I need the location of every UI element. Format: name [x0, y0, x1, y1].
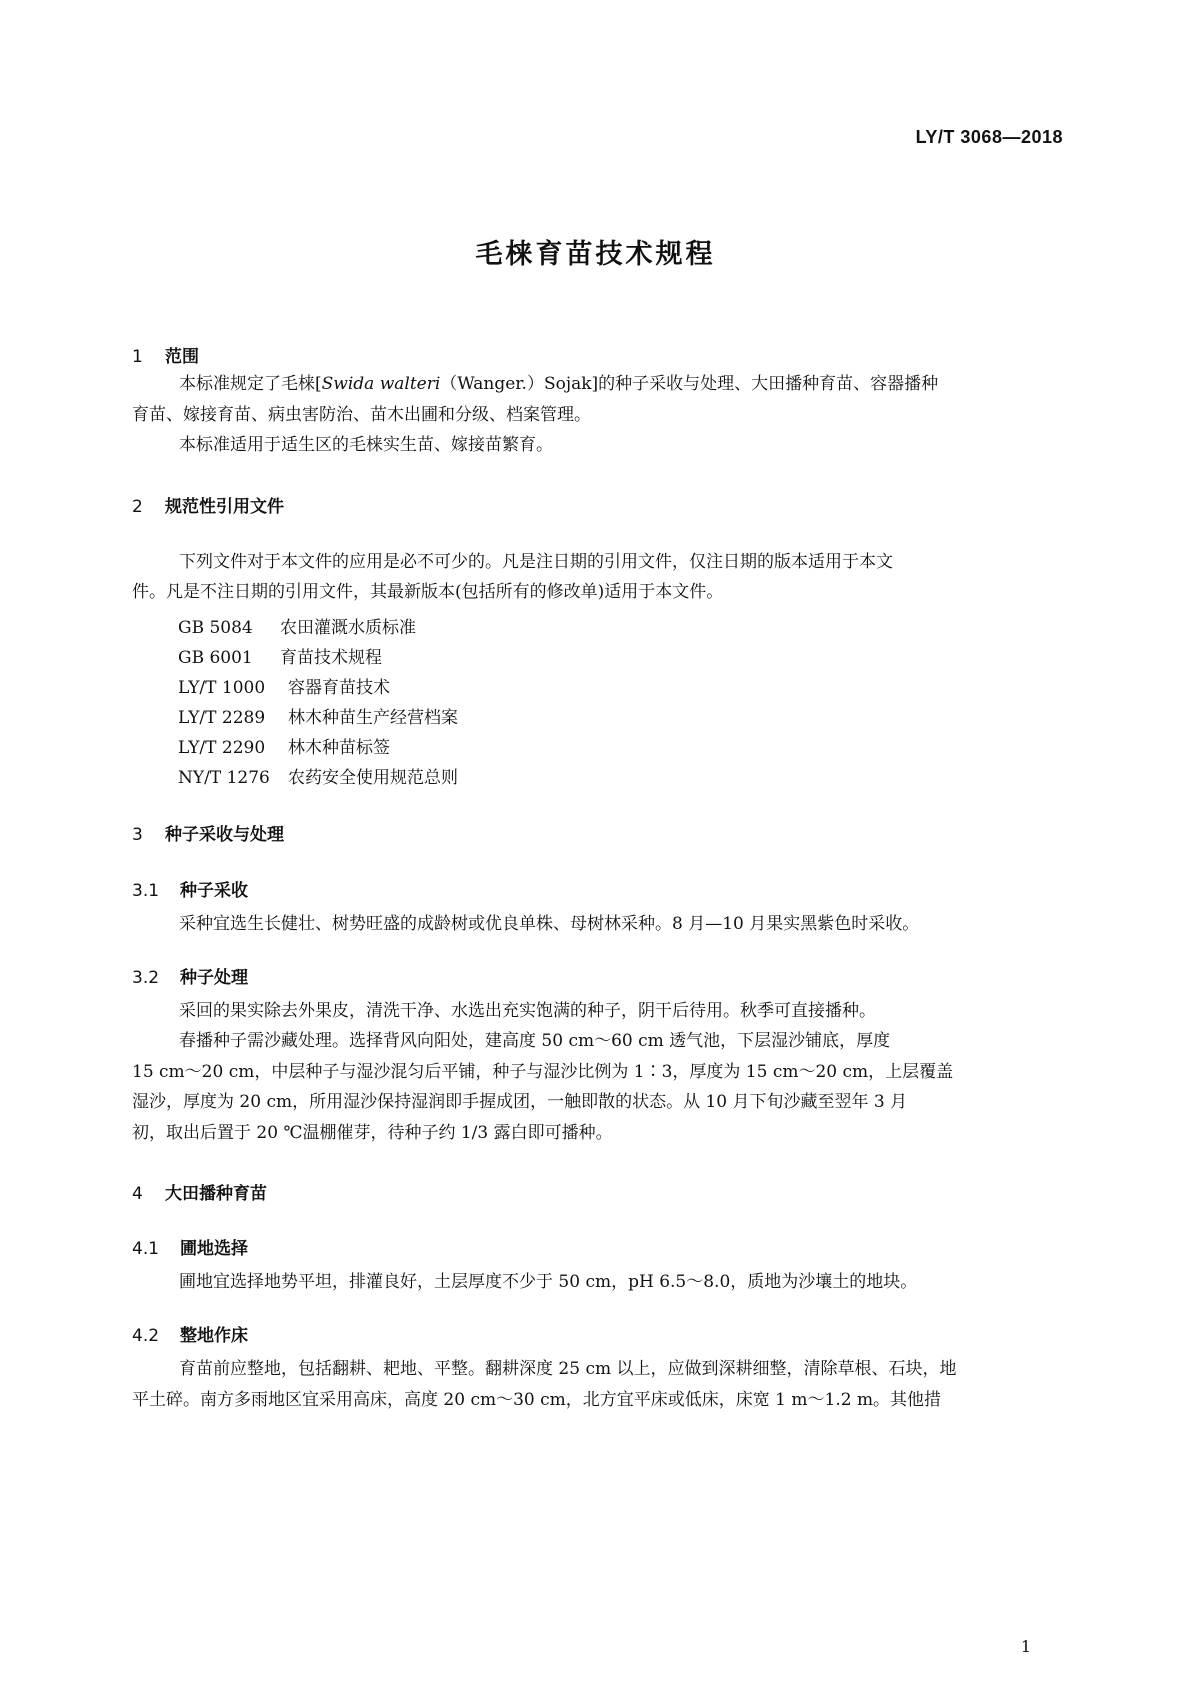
- section-2-para-1: 下列文件对于本文件的应用是必不可少的。凡是注日期的引用文件，仅注日期的版本适用于本文: [179, 552, 893, 572]
- section-3-2-para-1: 采回的果实除去外果皮，清洗干净、水选出充实饱满的种子，阴干后待用。秋季可直接播种。: [179, 1001, 876, 1021]
- reference-item: LY/T 2290 林木种苗标签: [178, 738, 390, 758]
- section-3-2-heading: 3.2 种子处理: [132, 968, 248, 988]
- section-4-2-heading: 4.2 整地作床: [132, 1326, 248, 1346]
- section-3-1-para: 采种宜选生长健壮、树势旺盛的成龄树或优良单株、母树林采种。8 月—10 月果实黑紫色时采收。: [179, 914, 920, 934]
- section-2-heading: 2 规范性引用文件: [132, 497, 284, 517]
- section-2-para-1-line-2: 件。凡是不注日期的引用文件，其最新版本(包括所有的修改单)适用于本文件。: [132, 582, 724, 602]
- section-3-1-heading: 3.1 种子采收: [132, 881, 248, 901]
- section-4-1-para: 圃地宜选择地势平坦，排灌良好，土层厚度不少于 50 cm，pH 6.5～8.0，质地为沙壤土的地块。: [179, 1272, 918, 1292]
- page-number: 1: [1020, 1637, 1031, 1656]
- section-3-heading: 3 种子采收与处理: [132, 825, 284, 845]
- reference-item: NY/T 1276 农药安全使用规范总则: [178, 768, 458, 788]
- section-4-2-para-line-2: 平土碎。南方多雨地区宜采用高床，高度 20 cm～30 cm，北方宜平床或低床，床宽 1 m～1.2 m。其他措: [132, 1390, 942, 1410]
- section-4-2-para: 育苗前应整地，包括翻耕、耙地、平整。翻耕深度 25 cm 以上，应做到深耕细整，清除草根、石块，地: [179, 1359, 957, 1379]
- section-1-para-1: 本标准规定了毛梾[Swida walteri（Wanger.）Sojak]的种子采收与处理、大田播种育苗、容器播种: [179, 374, 939, 394]
- document-title: 毛梾育苗技术规程: [475, 239, 716, 270]
- reference-item: LY/T 1000 容器育苗技术: [178, 678, 390, 698]
- section-3-2-para-2-line-2: 15 cm～20 cm，中层种子与湿沙混匀后平铺，种子与湿沙比例为 1∶3，厚度为 15 cm～20 cm，上层覆盖: [132, 1062, 954, 1082]
- section-4-1-heading: 4.1 圃地选择: [132, 1239, 248, 1259]
- standard-code: LY/T 3068—2018: [915, 127, 1063, 147]
- section-1-heading: 1 范围: [132, 347, 199, 367]
- section-3-2-para-2: 春播种子需沙藏处理。选择背风向阳处，建高度 50 cm～60 cm 透气池，下层湿沙铺底，厚度: [179, 1031, 891, 1051]
- section-3-2-para-2-line-3: 湿沙，厚度为 20 cm，所用湿沙保持湿润即手握成团，一触即散的状态。从 10 月下旬沙藏至翌年 3 月: [132, 1092, 908, 1112]
- reference-item: GB 5084 农田灌溉水质标准: [178, 618, 416, 638]
- section-4-heading: 4 大田播种育苗: [132, 1184, 267, 1204]
- reference-item: GB 6001 育苗技术规程: [178, 648, 382, 668]
- section-1-para-2: 本标准适用于适生区的毛梾实生苗、嫁接苗繁育。: [179, 435, 553, 455]
- section-1-para-1-line-2: 育苗、嫁接育苗、病虫害防治、苗木出圃和分级、档案管理。: [132, 405, 591, 425]
- reference-item: LY/T 2289 林木种苗生产经营档案: [178, 708, 458, 728]
- section-3-2-para-2-line-4: 初，取出后置于 20 ℃温棚催芽，待种子约 1/3 露白即可播种。: [132, 1123, 613, 1143]
